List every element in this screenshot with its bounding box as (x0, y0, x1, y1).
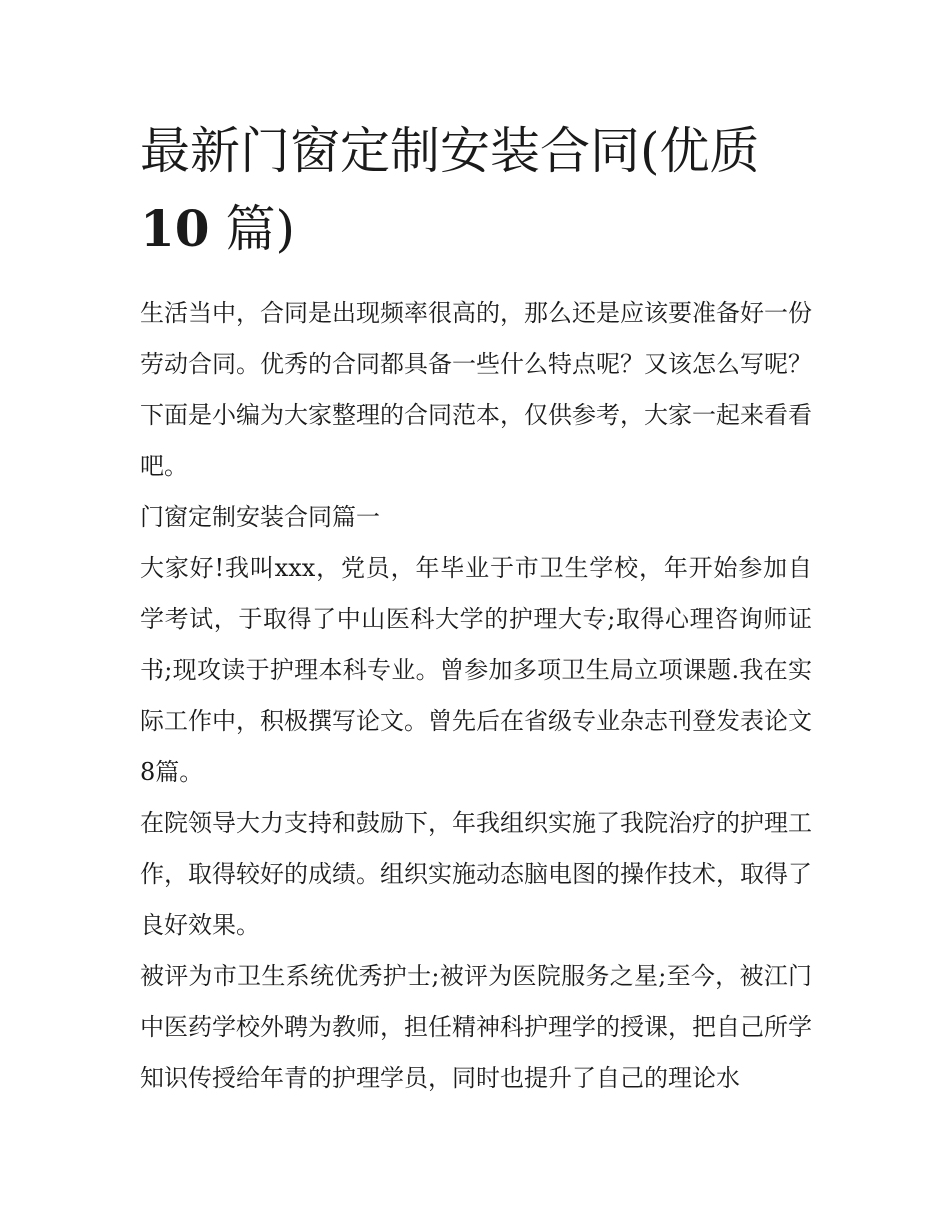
body-paragraph-3: 被评为市卫生系统优秀护士;被评为医院服务之星;至今，被江门中医药学校外聘为教师，担任精神科护理学的授课，把自己所学知识传授给年青的护理学员，同时也提升了自己的理论水 (140, 962, 812, 1092)
section-heading: 门窗定制安装合同篇一 (140, 503, 380, 531)
document-page (140, 112, 812, 1104)
title-line-2-rest: 篇) (209, 200, 295, 258)
body-paragraph-1: 大家好!我叫xxx，党员，年毕业于市卫生学校，年开始参加自学考试，于取得了中山医科大学的护理大专;取得心理咨询师证书;现攻读于护理本科专业。曾参加多项卫生局立项课题.我在实际工作中，积极撰写论文。曾先后在省级专业杂志刊登发表论文8篇。 (140, 554, 812, 786)
title-number: 10 (140, 199, 210, 258)
body-paragraph-2: 在院领导大力支持和鼓励下，年我组织实施了我院治疗的护理工作，取得较好的成绩。组织实施动态脑电图的操作技术，取得了良好效果。 (140, 809, 812, 939)
intro-paragraph: 生活当中，合同是出现频率很高的，那么还是应该要准备好一份劳动合同。优秀的合同都具备一些什么特点呢？又该怎么写呢？下面是小编为大家整理的合同范本，仅供参考，大家一起来看看吧。 (140, 299, 812, 480)
document-title (140, 112, 812, 268)
title-line-1: 最新门窗定制安装合同(优质 (140, 122, 760, 180)
